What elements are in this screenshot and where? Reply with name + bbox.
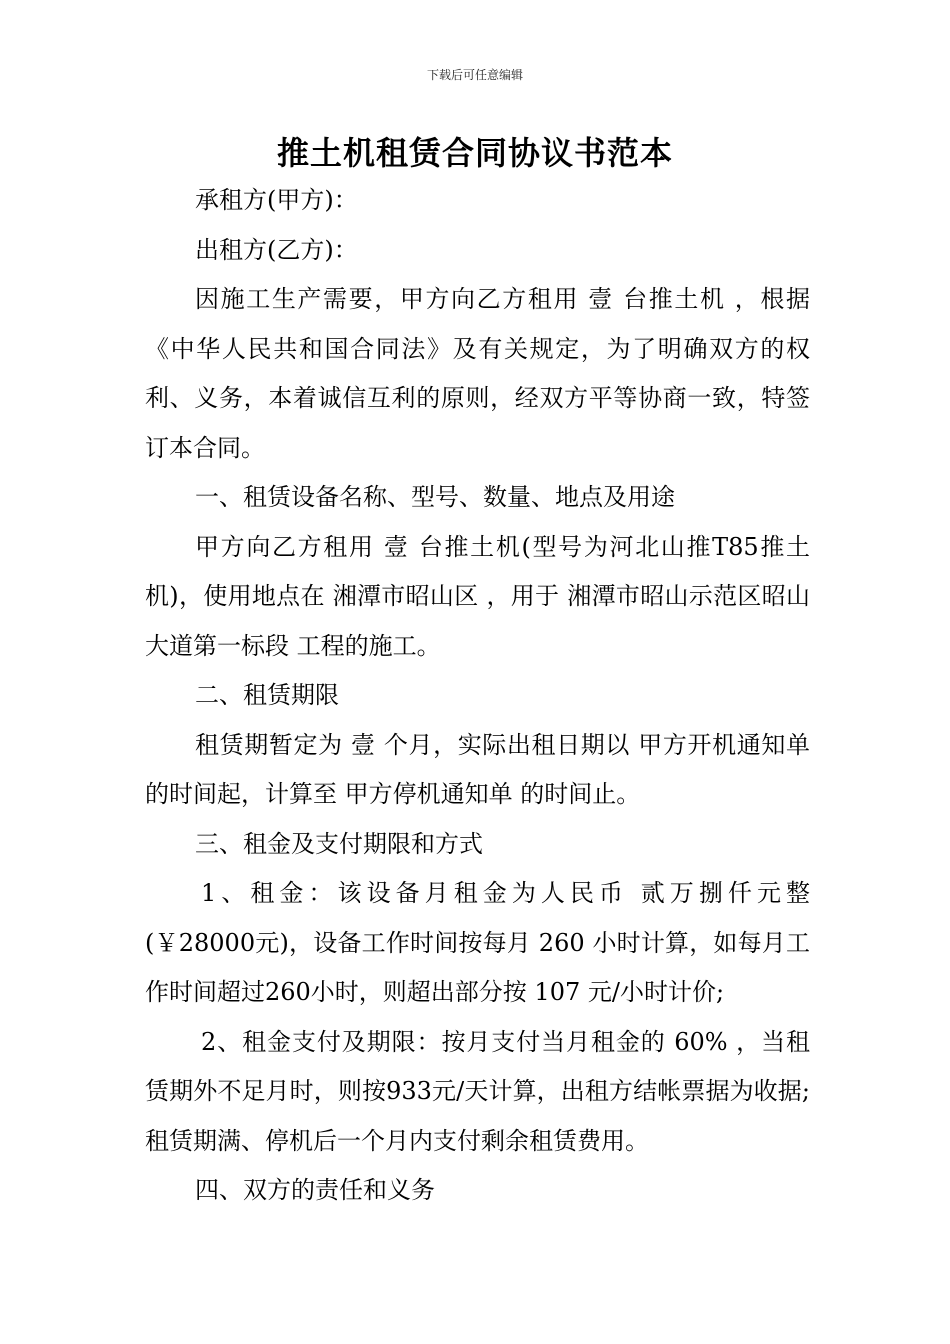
header-note: 下载后可任意编辑 [426,68,523,82]
section-heading-1: 一、租赁设备名称、型号、数量、地点及用途 [195,483,675,511]
section-1-paragraph: 甲方向乙方租用 壹 台推土机(型号为河北山推T85推土机)，使用地点在 湘潭市昭山区 ，用于 湘潭市昭山示范区昭山大道第一标段 工程的施工。 [145,532,810,660]
document-title: 推土机租赁合同协议书范本 [276,134,673,172]
section-heading-2: 二、租赁期限 [195,681,339,709]
payment-clause: 2、租金支付及期限：按月支付当月租金的 60% ，当租赁期外不足月时，则按933元/天计算，出租方结帐票据为收据;租赁期满、停机后一个月内支付剩余租赁费用。 [145,1027,810,1155]
section-heading-3: 三、租金及支付期限和方式 [195,829,483,858]
party-a-line: 承租方(甲方)： [195,186,358,214]
party-b-line: 出租方(乙方)： [195,235,358,264]
section-heading-4: 四、双方的责任和义务 [195,1176,435,1204]
rent-clause: 1、租金：该设备月租金为人民币 贰万捌仟元整(￥28000元)，设备工作时间按每月 260 小时计算，如每月工作时间超过260小时，则超出部分按 107 元/小时计价; [145,879,810,1006]
section-2-paragraph: 租赁期暂定为 壹 个月，实际出租日期以 甲方开机通知单 的时间起，计算至 甲方停机通知单 的时间止。 [145,730,810,808]
document-body [145,176,810,1216]
preamble-paragraph: 因施工生产需要，甲方向乙方租用 壹 台推土机 ，根据《中华人民共和国合同法》及有关规定，为了明确双方的权利、义务，本着诚信互利的原则，经双方平等协商一致，特签订本合同。 [145,285,810,462]
